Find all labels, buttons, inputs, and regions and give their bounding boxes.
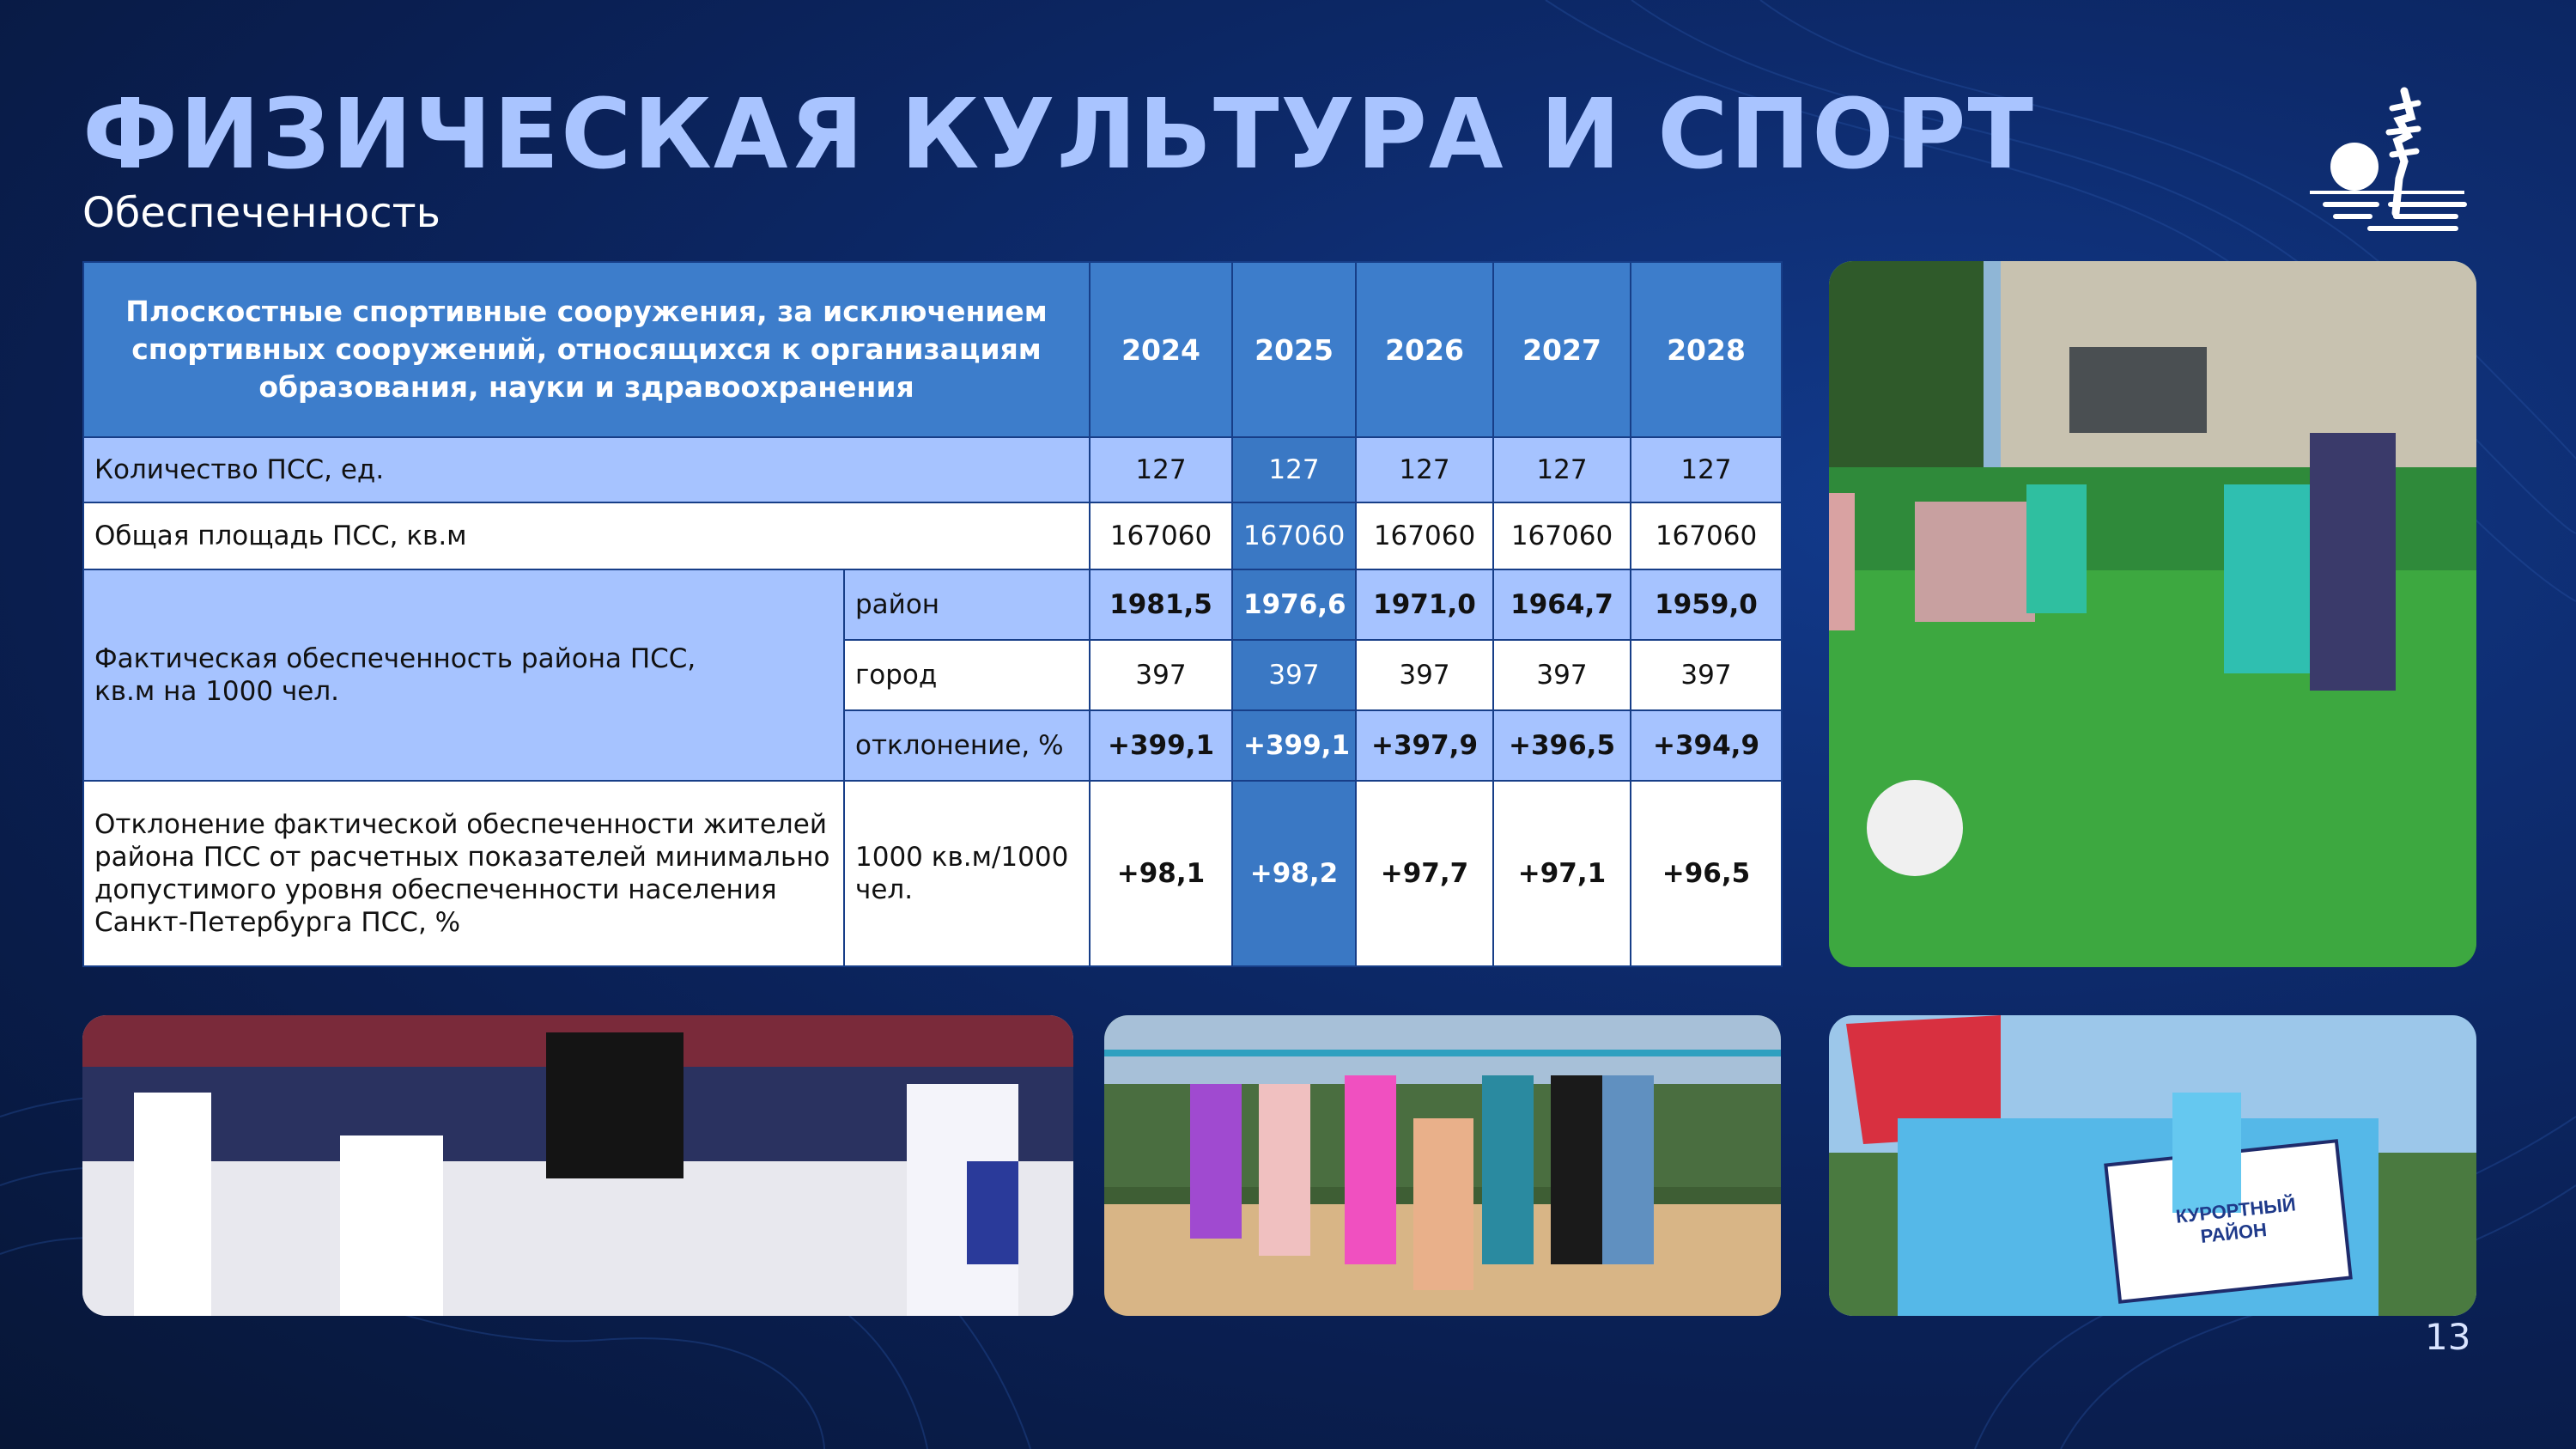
table-row (83, 781, 1782, 966)
sub-label-district: район (844, 569, 1090, 640)
sub-label-unit: 1000 кв.м/1000 чел. (844, 781, 1090, 966)
table-header-label: Плоскостные спортивные сооружения, за исключением спортивных сооружений, относящихся к организациям образования, науки и здравоохранения (83, 262, 1090, 437)
sub-label-deviation: отклонение, % (844, 710, 1090, 781)
table-cell: 167060 (1232, 502, 1356, 569)
parade-sign-text: КУРОРТНЫЙ РАЙОН (2174, 1193, 2297, 1247)
table-cell: 167060 (1356, 502, 1493, 569)
table-cell: +396,5 (1493, 710, 1631, 781)
table-cell: +97,7 (1356, 781, 1493, 966)
table-row (83, 437, 1782, 502)
table-cell: 127 (1356, 437, 1493, 502)
row-label-count: Количество ПСС, ед. (83, 437, 1090, 502)
table-cell: +397,9 (1356, 710, 1493, 781)
table-cell: 1964,7 (1493, 569, 1631, 640)
table-cell: 127 (1090, 437, 1232, 502)
row-label-norm: Отклонение фактической обеспеченности жителей района ПСС от расчетных показателей минимально допустимого уровня обеспеченности населения Санкт-Петербурга ПСС, % (83, 781, 844, 966)
table-cell: 397 (1631, 640, 1782, 710)
table-row (83, 502, 1782, 569)
table-cell: +399,1 (1232, 710, 1356, 781)
table-cell: 1959,0 (1631, 569, 1782, 640)
sub-label-city: город (844, 640, 1090, 710)
year-header: 2027 (1493, 262, 1631, 437)
table-cell: 397 (1493, 640, 1631, 710)
photo-football (1829, 261, 2476, 967)
table-cell: +96,5 (1631, 781, 1782, 966)
row-label-area: Общая площадь ПСС, кв.м (83, 502, 1090, 569)
photo-beach (1104, 1015, 1781, 1316)
table-row (83, 569, 1782, 640)
table-cell: 127 (1493, 437, 1631, 502)
year-header: 2026 (1356, 262, 1493, 437)
table-cell: 127 (1232, 437, 1356, 502)
page-subtitle: Обеспеченность (82, 189, 440, 237)
table-cell: 167060 (1493, 502, 1631, 569)
table-cell: +98,1 (1090, 781, 1232, 966)
year-header: 2025 (1232, 262, 1356, 437)
table-cell: 1976,6 (1232, 569, 1356, 640)
table-cell: 167060 (1631, 502, 1782, 569)
photo-hockey (82, 1015, 1073, 1316)
page-number: 13 (2425, 1316, 2471, 1358)
table-cell: +98,2 (1232, 781, 1356, 966)
row-label-provision: Фактическая обеспеченность района ПСС, кв.м на 1000 чел. (83, 569, 844, 781)
table-cell: 397 (1356, 640, 1493, 710)
sports-facilities-table (82, 261, 1783, 967)
table-cell: +97,1 (1493, 781, 1631, 966)
district-emblem-icon (2310, 82, 2482, 246)
table-cell: 1981,5 (1090, 569, 1232, 640)
page-title: ФИЗИЧЕСКАЯ КУЛЬТУРА И СПОРТ (82, 79, 2035, 191)
table-header-row (83, 262, 1782, 437)
table-cell: 167060 (1090, 502, 1232, 569)
table-cell: 397 (1090, 640, 1232, 710)
table-cell: +399,1 (1090, 710, 1232, 781)
photo-parade (1829, 1015, 2476, 1316)
year-header: 2028 (1631, 262, 1782, 437)
year-header: 2024 (1090, 262, 1232, 437)
table-cell: 397 (1232, 640, 1356, 710)
table-cell: 127 (1631, 437, 1782, 502)
table-cell: +394,9 (1631, 710, 1782, 781)
table-cell: 1971,0 (1356, 569, 1493, 640)
